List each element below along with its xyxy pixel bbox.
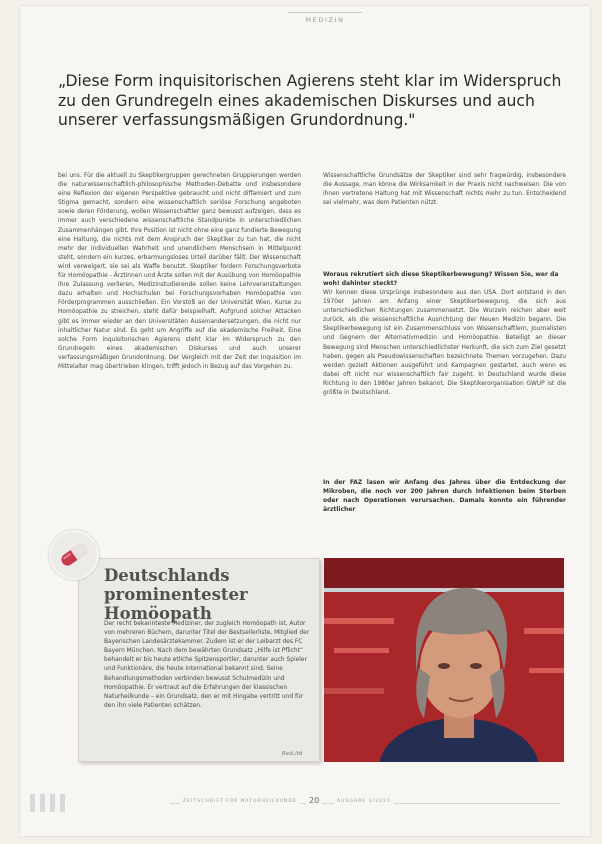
pill-icon xyxy=(49,530,99,580)
footer-publication: ZEITSCHRIFT FÜR NATURHEILKUNDE xyxy=(180,799,300,804)
info-box-title: Deutschlands prominentester Homöopath xyxy=(104,566,248,623)
info-box-credit: Red./fd xyxy=(282,751,303,757)
page-number: 20 xyxy=(306,796,322,805)
body-text-left-column: bei uns. Für die aktuell zu Skeptikergruppen gerechneten Gruppierungen werden die naturwissenschaftlich-philosophische Methoden-Debatte und insbesondere eine Reflexion der eigenen Perspektive gebraucht und nicht diffamiert und zum Stigma gemacht, sondern eine wissenschaftlich seriöse Forschung angeboten sowie deren Förderung, wollen Wissenschaftler ganz bewusst aufzeigen, dass es immer auch verschiedene wissenschaftliche Standpunkte in unterschiedlichen Zusammenhängen gibt. Ihre Position ist nicht ohne eine ganz fundierte Bewegung eine Haltung, die nichts mit dem Anspruch der Skeptiker zu tun hat, die nicht mehr der individuellen Wahrheit und unendlichem Menschsein in Mittelpunkt steht, sondern ein kurzes, erbarmungsloses Urteil darüber fällt. Der Wissenschaft wird verweigert, sie sei als Waffe benutzt. Skeptiker fordern Forschungsverbote für Homöopathie - Ärztinnen und Ärzte sollen mit der Ausübung von Homöopathie ihre Zulassung verlieren, Medizinstudierende sollen keine Lehrveranstaltungen dazu erhalten und Hochschulen bei Forschungsvorhaben Homöopathie von Förderprogrammen ausschließen. Ein Vorstoß an der Universität Wien, Kurse zu Homöopathie zu streichen, steht dafür beispielhaft. Aufgrund solcher Attacken gibt es immer wieder an den Universitäten Auseinandersetzungen, die nicht nur inhaltlicher Natur sind. Es geht um Angriffe auf die akademische Freiheit. Eine solche Form inquisitorischen Agierens steht klar im Widerspruch zu den Grundregeln eines akademischen Diskurses und auch unserer verfassungsmäßigen Grundordnung. Der Vergleich mit der Zeit der Inquisition im Mittelalter mag übertrieben klingen, trifft jedoch in Bezug auf das Vorgehen zu. xyxy=(58,173,301,370)
interview-question: Woraus rekrutiert sich diese Skeptikerbewegung? Wissen Sie, wer da woh! dahinter steckt? xyxy=(323,271,559,288)
body-text-right-column: Wir kennen diese Ursprünge insbesondere aus den USA. Dort entstand in den 1970er Jahren am Anfang einer Skeptikerbewegung, die sich aus unterschiedlichen Richtungen zusammensetzt. Die Wurzeln reichen aber weit zurück, als die wissenschaftliche Ausrichtung der Neuen Medizin begann. Die Skeptikerbewegung ist ein Zusammenschluss von Wissenschaftlern, Journalisten und Gegnern der Alternativmedizin und Homöopathie. Beteiligt an dieser Bewegung sind Menschen unterschiedlichster Herkunft, die sich zum Ziel gesetzt haben, gegen als Pseudowissenschaften bezeichnete Themen vorzugehen. Dazu werden gezielt Aktionen ausgeführt und Kampagnen gestartet, auch wenn es dabei oft nicht nur wissenschaftlich fair zugeht. In Deutschland wurde diese Richtung in den 1980er Jahren bekannt. Die Skeptikerorganisation GWUP ist die größte in Deutschland. xyxy=(323,290,566,397)
portrait-photo xyxy=(324,558,564,762)
info-box-text: Der recht bekannteste Mediziner, der zugleich Homöopath ist, Autor von mehreren Büchern, darunter Titel der Bestsellerliste, Mitglied der Bayerischen Landesärztekammer. Zudem ist er der Leibarzt des FC Bayern München. Nach dem bewährten Grundsatz „Hilfe ist Pflicht“ behandelt er bis heute etliche Spitzensportler, darunter auch Spieler und Funktionäre, die heute international bekannt sind. Seine Behandlungsmethoden verbinden bewusst Schulmedizin und Homöopathie. Er vertraut auf die Erfahrungen der klassischen Naturheilkunde – ein Grundsatz, den er mit Hingabe vertritt und für den ihn viele Patienten schätzen. xyxy=(104,621,310,709)
interview-question-bold: In der FAZ lasen wir Anfang des Jahres über die Entdeckung der Mikroben, die noch vor 200 Jahren durch Infektionen beim Sterben oder nach Operationen verursachen. Damals konnte ein führender ärztlicher xyxy=(323,479,566,514)
pull-quote: „Diese Form inquisitorischen Agierens steht klar im Widerspruch zu den Grundregeln eines akademischen Diskurses und auch unserer verfassungsmäßigen Grundordnung." xyxy=(58,72,562,129)
decorative-marks xyxy=(28,792,72,814)
section-tag: MEDIZIN xyxy=(288,12,362,24)
body-text-right-intro: Wissenschaftliche Grundsätze der Skeptiker sind sehr fragwürdig, insbesondere die Aussage, man könne die Wirksamkeit in der Praxis nicht nachweisen. Die von ihnen vertretene Haltung hat mit Wissenschaft nichts mehr zu tun. Entscheidend sei vielmehr, was dem Patienten nützt. xyxy=(323,173,566,207)
footer-issue: AUSGABE 3/2021 xyxy=(334,799,394,804)
